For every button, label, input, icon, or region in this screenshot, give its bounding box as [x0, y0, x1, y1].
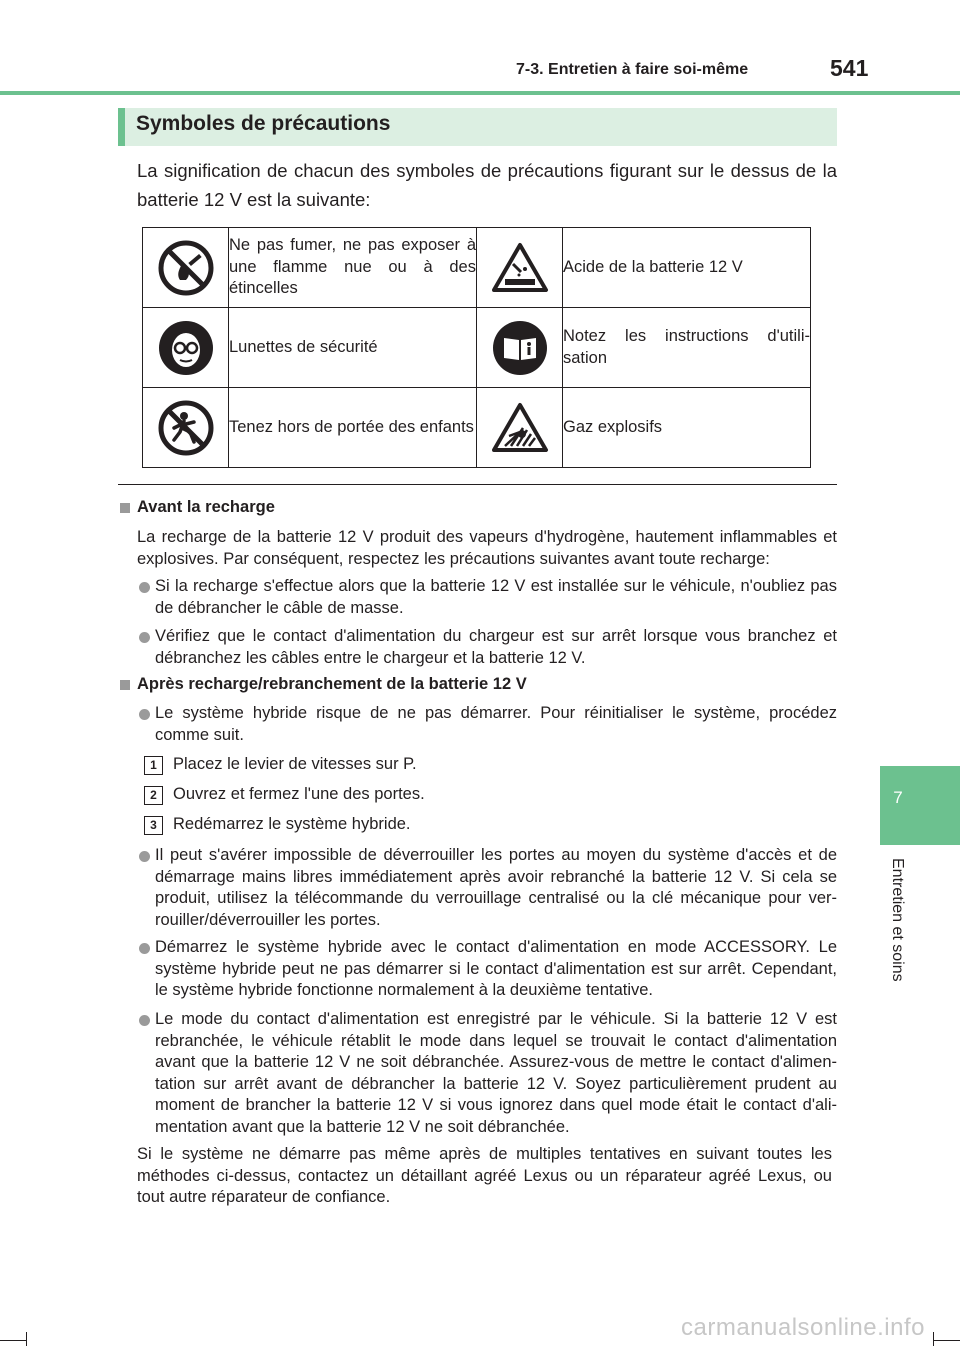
step-text: Placez le levier de vitesses sur P. [173, 755, 417, 773]
crop-mark [933, 1332, 934, 1346]
keep-away-children-icon [158, 400, 214, 456]
watermark: carmanualsonline.info [681, 1314, 925, 1341]
step-text: Ouvrez et fermez l'une des portes. [173, 785, 425, 803]
square-bullet-icon [120, 503, 130, 513]
symbols-table [142, 227, 811, 468]
banner-accent [118, 108, 125, 146]
bullet-text: Si la recharge s'effectue alors que la batterie 12 V est installée sur le véhicule, n'oubliez pas de débrancher le câble de masse. [155, 577, 837, 617]
paragraph-before-charge: La recharge de la batterie 12 V produit des vapeurs d'hydrogène, hautement inflammables et explosives. Par conséquent, respectez les précautions suivantes avant toute recharge: [137, 528, 837, 568]
symbols-row [143, 228, 811, 308]
symbol-description: Notez les instructions d'utili-sation [563, 308, 811, 388]
heading-before-charge: Avant la recharge [137, 498, 275, 516]
header-rule [0, 91, 960, 95]
symbols-row [143, 388, 811, 468]
no-smoking-flame-icon [158, 240, 214, 296]
crop-mark [26, 1332, 27, 1346]
bullet-text: Le mode du contact d'alimentation est enregistré par le véhicule. Si la batterie 12 V est rebranchée, le véhicule rétablit le mode dans lequel se trouvait le contact d'alimentation avant que la batterie 12 V ne soit débranchée. Assurez-vous de mettre le contact d'alimen-tation sur arrêt avant de débrancher la batterie 12 V. Soyez particulièrement prudent au moment de brancher la batterie 12 V si vous ignorez dans quel mode était le contact d'ali-mentation avant que la batterie 12 V ne soit débranchée. [155, 1010, 837, 1136]
symbol-description: Ne pas fumer, ne pas exposer à une flamme nue ou à des étincelles [229, 228, 477, 308]
banner-title: Symboles de précautions [136, 112, 391, 135]
crop-mark [934, 1340, 960, 1341]
step-number-badge: 1 [144, 756, 163, 775]
chapter-label: Entretien et soins [889, 858, 906, 982]
acid-warning-icon [491, 242, 549, 294]
symbol-cell [477, 308, 563, 388]
intro-paragraph: La signification de chacun des symboles de précautions figurant sur le dessus de la batterie 12 V est la suivante: [137, 160, 837, 210]
bullet-icon [139, 582, 150, 593]
bullet-text: Il peut s'avérer impossible de déverrouiller les portes au moyen du système d'accès et de démarrage mains libres immédiatement après avoir rebranché la batterie 12 V. Si cela se produit, utilisez la télécommande du verrouillage centralisé ou la clé mécanique pour ver-rouiller/déverrouiller les portes. [155, 846, 837, 929]
explosive-gas-icon [491, 402, 549, 454]
step-number-badge: 3 [144, 816, 163, 835]
bullet-text: Le système hybride risque de ne pas démarrer. Pour réinitialiser le système, procédez comme suit. [155, 704, 837, 744]
square-bullet-icon [120, 680, 130, 690]
step-number-badge: 2 [144, 786, 163, 805]
bullet-text: Vérifiez que le contact d'alimentation du chargeur est sur arrêt lorsque vous branchez et débranchez les câbles entre le chargeur et la batterie 12 V. [155, 627, 837, 667]
read-manual-icon [492, 320, 548, 376]
bullet-icon [139, 632, 150, 643]
page-number: 541 [830, 55, 869, 81]
chapter-number: 7 [893, 788, 903, 807]
section-title: 7-3. Entretien à faire soi-même [516, 61, 749, 78]
crop-mark [0, 1340, 26, 1341]
symbol-description: Tenez hors de portée des enfants [229, 388, 477, 468]
symbol-cell [143, 388, 229, 468]
bullet-icon [139, 709, 150, 720]
heading-after-charge: Après recharge/rebranchement de la batterie 12 V [137, 675, 527, 693]
symbol-description: Gaz explosifs [563, 388, 811, 468]
bullet-icon [139, 851, 150, 862]
symbol-description: Acide de la batterie 12 V [563, 228, 811, 308]
section-separator [118, 484, 837, 485]
symbols-row [143, 308, 811, 388]
bullet-icon [139, 1015, 150, 1026]
closing-paragraph: Si le système ne démarre pas même après de multiples tentatives en suivant toutes les méthodes ci-dessus, contactez un détaillant agréé Lexus ou un réparateur agréé Lexus, ou tout autre réparateur de confiance. [137, 1145, 832, 1206]
safety-glasses-icon [158, 320, 214, 376]
step-text: Redémarrez le système hybride. [173, 815, 411, 833]
symbol-cell [477, 228, 563, 308]
symbol-cell [477, 388, 563, 468]
bullet-icon [139, 943, 150, 954]
symbol-cell [143, 308, 229, 388]
symbol-description: Lunettes de sécurité [229, 308, 477, 388]
bullet-text: Démarrez le système hybride avec le contact d'alimentation en mode ACCESSORY. Le système hybride peut ne pas démarrer si le contact d'alimentation est sur arrêt. Cependant, le système hybride fonctionne normalement à la deuxième tentative. [155, 938, 837, 999]
symbol-cell [143, 228, 229, 308]
